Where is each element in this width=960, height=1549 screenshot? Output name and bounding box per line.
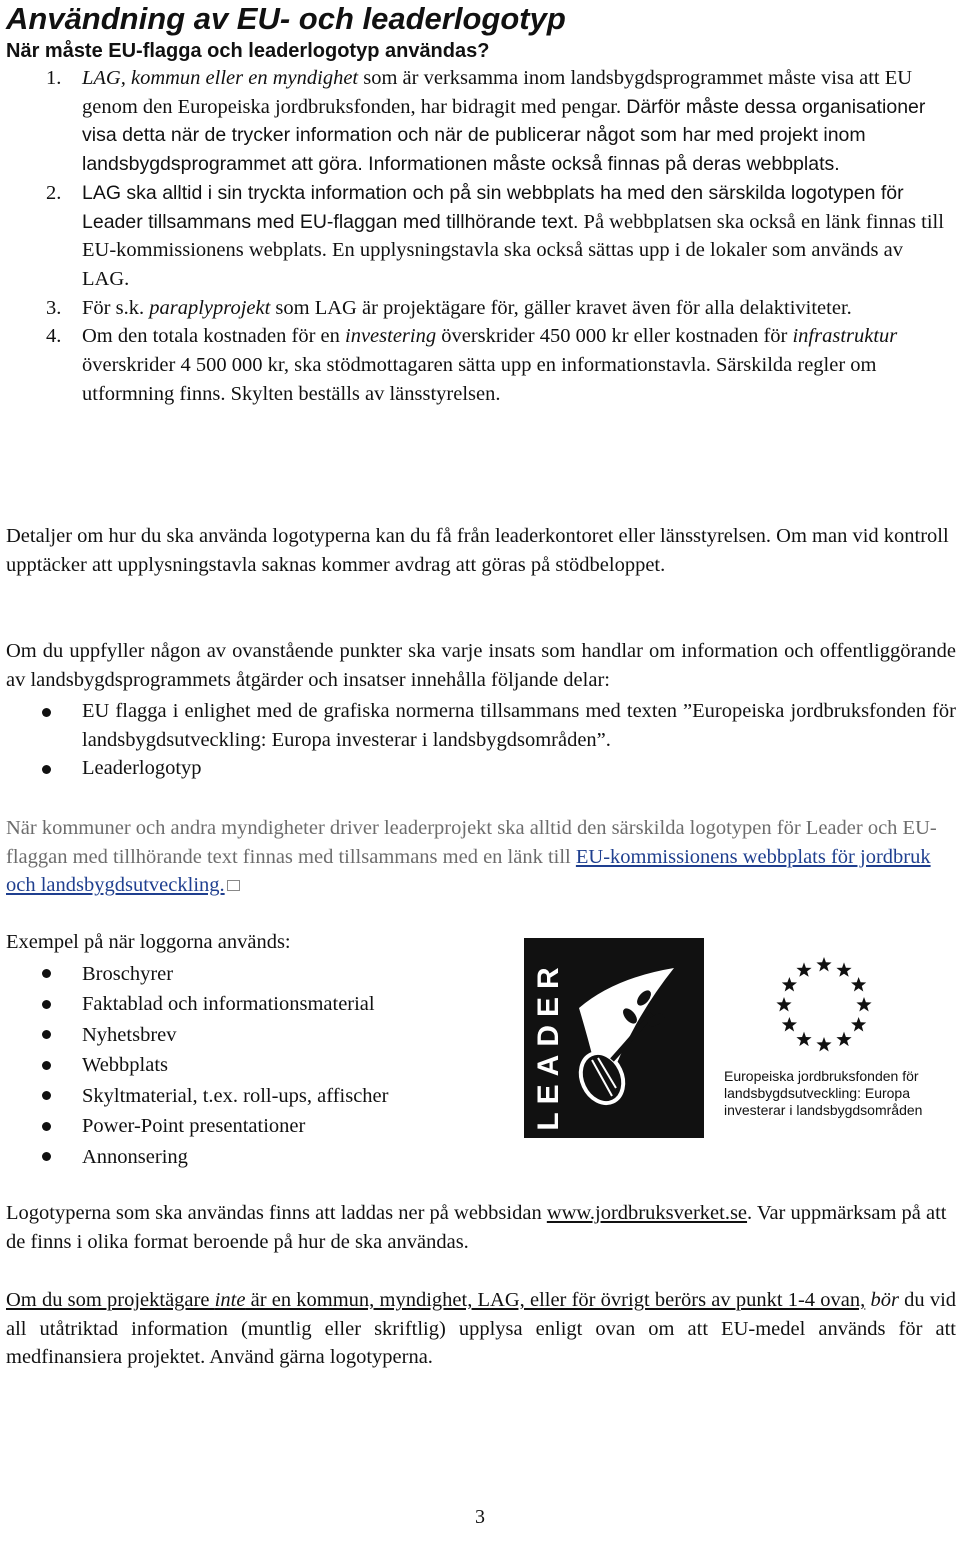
underlined-text: Om du som projektägare bbox=[6, 1289, 215, 1311]
leader-logo bbox=[524, 938, 704, 1138]
municipal-paragraph bbox=[6, 814, 956, 900]
eu-star-icon bbox=[836, 1032, 851, 1047]
list-text: som LAG är projektägare för, gäller kravet även för alla delaktiviteter. bbox=[270, 296, 852, 319]
examples-intro: Exempel på när loggorna används: bbox=[6, 931, 291, 953]
examples-list bbox=[0, 958, 500, 1172]
list-text: Broschyrer bbox=[82, 962, 174, 985]
logos-area bbox=[524, 938, 944, 1138]
list-item bbox=[0, 322, 960, 408]
list-text: Nyhetsbrev bbox=[82, 1023, 177, 1046]
grey-text: När kommuner och andra myndigheter driver leaderprojekt ska alltid den särskilda logotypen för Leader och EU-flaggan med tillhörande text finnas med tillsammans med en länk till bbox=[6, 817, 937, 868]
list-item bbox=[0, 1050, 500, 1081]
download-paragraph bbox=[6, 1199, 956, 1256]
list-text: Power-Point presentationer bbox=[82, 1115, 306, 1138]
eu-star-icon bbox=[851, 977, 866, 992]
bullet-icon bbox=[42, 708, 51, 717]
list-text-italic: paraplyprojekt bbox=[149, 296, 271, 319]
list-item bbox=[0, 958, 500, 989]
leader-logo-text: LEADER bbox=[532, 959, 565, 1131]
eu-star-icon bbox=[816, 957, 831, 972]
bullet-icon bbox=[42, 1061, 51, 1070]
eu-star-icon bbox=[856, 997, 871, 1012]
list-text-sans: LAG ska alltid i sin tryckta information och på sin webbplats ha med den särskilda logotypen för Leader tillsammans med EU-flaggan med tillhörande text. bbox=[82, 181, 904, 233]
eu-star-icon bbox=[851, 1017, 866, 1032]
list-text: Faktablad och informationsmaterial bbox=[82, 993, 375, 1016]
list-item bbox=[0, 179, 960, 294]
eu-star-icon bbox=[776, 997, 791, 1012]
list-item bbox=[0, 1111, 500, 1142]
details-paragraph: Detaljer om hur du ska använda logotyperna kan du få från leaderkontoret eller länsstyrelsen. Om man vid kontroll upptäcker att upplysningstavla saknas kommer avdrag att göras på stödbeloppet. bbox=[6, 525, 949, 576]
list-text-italic: infrastruktur bbox=[792, 325, 898, 348]
eu-star-icon bbox=[816, 1037, 831, 1052]
bullet-icon bbox=[42, 1152, 51, 1161]
list-text-sans: Därför måste dessa organisationer visa detta när de trycker information och när de publicerar något som har med projekt inom landsbygdsprogrammet att göra. Informationen måste också finnas på deras webbplats. bbox=[82, 95, 926, 176]
eu-star-icon bbox=[796, 1032, 811, 1047]
list-item bbox=[0, 754, 960, 783]
eu-commission-link[interactable]: EU-kommissionens webbplats för jordbruk och landsbygdsutveckling. bbox=[6, 845, 931, 897]
list-item bbox=[0, 1019, 500, 1050]
list-item bbox=[0, 1141, 500, 1172]
list-number: 2. bbox=[46, 181, 62, 204]
list-text-italic: LAG, kommun eller en myndighet bbox=[82, 67, 359, 89]
eu-flag-icon bbox=[764, 950, 884, 1060]
eu-star-icon bbox=[796, 962, 811, 976]
eu-star-icon bbox=[782, 1017, 797, 1032]
list-item bbox=[0, 989, 500, 1020]
eu-caption-line: Europeiska jordbruksfonden för bbox=[724, 1068, 919, 1084]
requirements-list bbox=[0, 697, 960, 783]
leader-plant-icon bbox=[524, 938, 704, 1138]
requirements-paragraph: Om du uppfyller någon av ovanstående punkter ska varje insats som handlar om information och offentliggörande av landsbygdsprogrammets åtgärder och insatser innehålla följande delar: bbox=[6, 640, 956, 691]
list-text: EU flagga i enlighet med de grafiska normerna tillsammans med texten ”Europeiska jordbruksfonden för landsbygdsutveckling: Europa investerar i landsbygdsområden”. bbox=[82, 700, 956, 751]
list-text: överskrider 4 500 000 kr, ska stödmottagaren sätta upp en informationstavla. Särskilda regler om utformning finns. Skylten beställs av länsstyrelsen. bbox=[82, 354, 877, 405]
list-text: Skyltmaterial, t.ex. roll-ups, affischer bbox=[82, 1084, 389, 1107]
jordbruksverket-link[interactable]: www.jordbruksverket.se bbox=[546, 1202, 748, 1224]
final-paragraph bbox=[6, 1286, 956, 1372]
eu-caption-line: investerar i landsbygdsområden bbox=[724, 1102, 923, 1118]
list-item bbox=[0, 294, 960, 323]
eu-caption-line: landsbygdsutveckling: Europa bbox=[724, 1085, 911, 1101]
list-text: För s.k. bbox=[82, 296, 150, 319]
page-title: Användning av EU- och leaderlogotyp bbox=[6, 1, 566, 36]
underlined-italic-text: inte bbox=[214, 1289, 246, 1311]
list-text-italic: investering bbox=[345, 325, 437, 348]
paragraph-text: . Var uppmärksam på att de finns i olika format beroende på hur de ska användas. bbox=[6, 1202, 947, 1253]
numbered-list bbox=[0, 64, 960, 408]
eu-star-icon bbox=[836, 962, 851, 976]
eu-star-icon bbox=[782, 977, 797, 992]
list-item bbox=[0, 1080, 500, 1111]
list-text: överskrider 450 000 kr eller kostnaden för bbox=[436, 325, 793, 348]
list-text: På webbplatsen ska också en länk finnas till EU-kommissionens webplats. En upplysningstavla ska också sättas upp i de lokaler som används av LAG. bbox=[82, 210, 944, 290]
eu-logo-caption bbox=[724, 1068, 944, 1119]
list-number: 3. bbox=[46, 296, 62, 319]
bullet-icon bbox=[42, 969, 51, 978]
external-link-icon bbox=[227, 880, 240, 891]
bullet-icon bbox=[42, 1091, 51, 1100]
list-text: som är verksamma inom landsbygdsprogrammet måste visa att EU genom den Europeiska jordbruksfonden, har bidragit med pengar. bbox=[82, 67, 913, 118]
section-heading: När måste EU-flagga och leaderlogotyp användas? bbox=[6, 40, 490, 62]
bullet-icon bbox=[42, 1122, 51, 1131]
list-text: Om den totala kostnaden för en bbox=[82, 325, 346, 348]
page-number: 3 bbox=[475, 1506, 485, 1528]
list-text: Webbplats bbox=[82, 1054, 169, 1077]
italic-text: bör bbox=[870, 1289, 899, 1311]
list-number: 1. bbox=[46, 67, 62, 89]
list-text: Leaderlogotyp bbox=[82, 757, 202, 780]
bullet-icon bbox=[42, 1030, 51, 1039]
bullet-icon bbox=[42, 765, 51, 774]
underlined-text: är en kommun, myndighet, LAG, eller för övrigt berörs av punkt 1-4 ovan, bbox=[245, 1289, 866, 1311]
paragraph-text: Logotyperna som ska användas finns att laddas ner på webbsidan bbox=[6, 1202, 547, 1224]
list-text: Annonsering bbox=[82, 1145, 188, 1168]
list-item bbox=[0, 64, 960, 179]
list-number: 4. bbox=[46, 325, 62, 348]
list-item bbox=[0, 697, 960, 754]
bullet-icon bbox=[42, 1000, 51, 1009]
paragraph-text: du vid all utåtriktad information (muntlig eller skriftlig) upplysa enligt ovan om att EU-medel används för att medfinansiera projektet. Använd gärna logotyperna. bbox=[6, 1289, 957, 1369]
